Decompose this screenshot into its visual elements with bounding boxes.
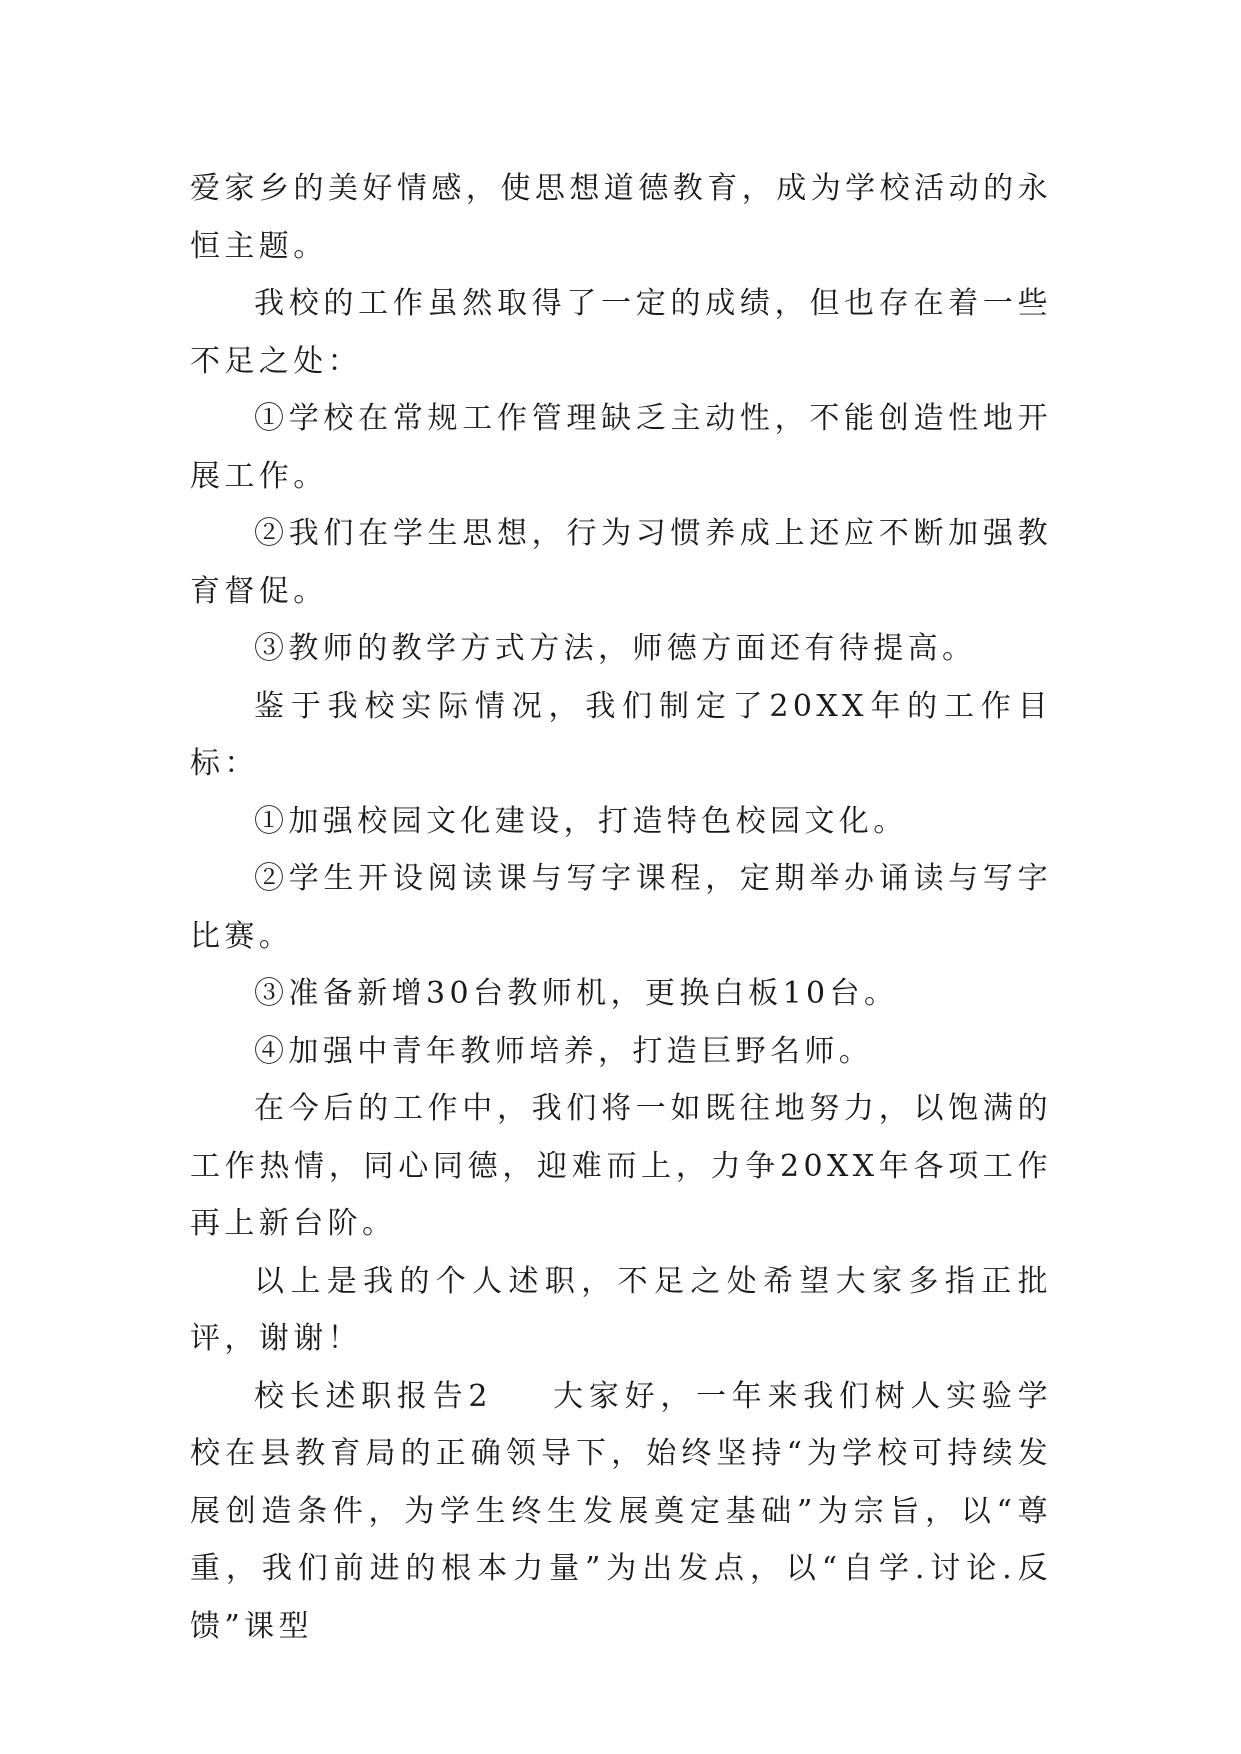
report-paragraph [190, 1368, 1052, 1656]
paragraph: ③教师的教学方式方法，师德方面还有待提高。 [254, 631, 977, 666]
report-heading: 校长述职报告2 [254, 1378, 492, 1414]
paragraph: 我校的工作虽然取得了一定的成绩，但也存在着一些不足之处： [190, 286, 1052, 379]
paragraph: ③准备新增30台教师机，更换白板10台。 [254, 976, 899, 1011]
report-body-text: 大家好，一年来我们树人实验学校在县教育局的正确领导下，始终坚持“为学校可持续发展创造条件，为学生终生发展奠定基础”为宗旨，以“尊重，我们前进的根本力量”为出发点，以“自学.讨论.反馈”课型 [190, 1378, 1052, 1644]
paragraph: 爱家乡的美好情感，使思想道德教育，成为学校活动的永恒主题。 [190, 171, 1052, 264]
paragraph: 以上是我的个人述职，不足之处希望大家多指正批评，谢谢！ [190, 1263, 1052, 1356]
paragraph: ①学校在常规工作管理缺乏主动性，不能创造性地开展工作。 [190, 401, 1052, 494]
paragraph: 鉴于我校实际情况，我们制定了20XX年的工作目标： [190, 688, 1052, 781]
paragraph: ④加强中青年教师培养，打造巨野名师。 [254, 1033, 874, 1069]
paragraph: 在今后的工作中，我们将一如既往地努力，以饱满的工作热情，同心同德，迎难而上，力争20XX年各项工作再上新台阶。 [190, 1091, 1052, 1241]
document-body [190, 160, 1052, 1655]
paragraph: ②我们在学生思想，行为习惯养成上还应不断加强教育督促。 [190, 516, 1052, 609]
paragraph: ②学生开设阅读课与写字课程，定期举办诵读与写字比赛。 [190, 861, 1052, 954]
paragraph: ①加强校园文化建设，打造特色校园文化。 [254, 803, 908, 839]
